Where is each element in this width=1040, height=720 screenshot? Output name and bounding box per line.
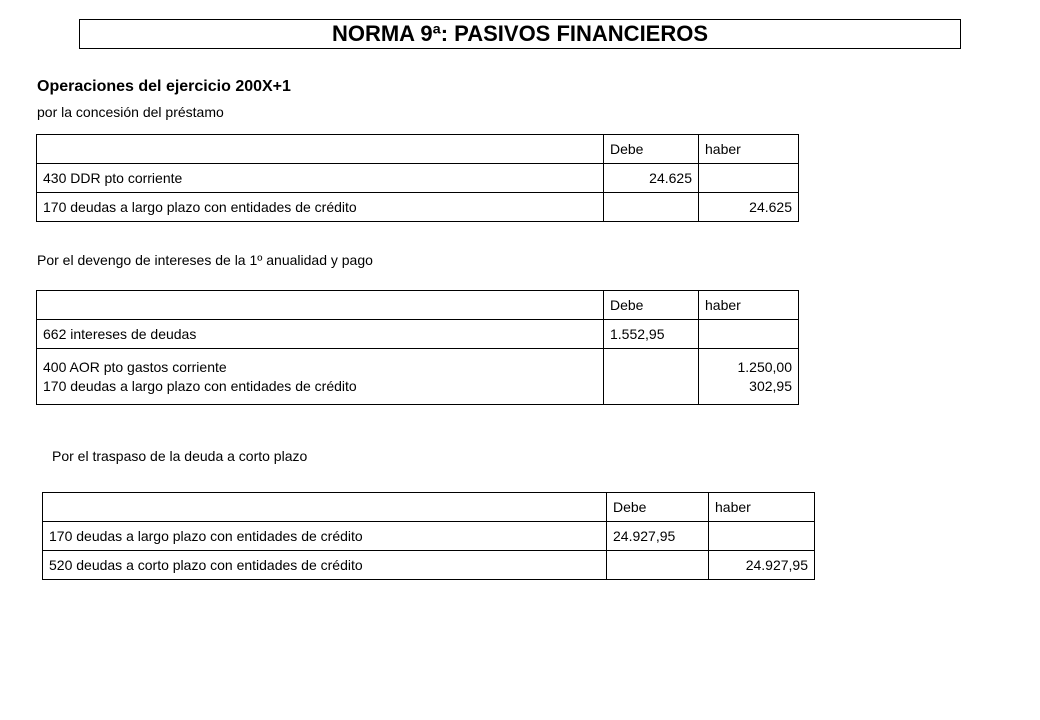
haber-cell	[699, 349, 799, 405]
debe-header: Debe	[604, 291, 699, 320]
table-row	[37, 320, 799, 349]
haber-cell	[709, 522, 815, 551]
debe-cell	[604, 193, 699, 222]
table-row	[43, 522, 815, 551]
haber-cell: 24.927,95	[709, 551, 815, 580]
table-header-row	[37, 135, 799, 164]
debe-header: Debe	[607, 493, 709, 522]
journal-table-1	[36, 134, 799, 222]
haber-cell: 24.625	[699, 193, 799, 222]
table-header-row	[37, 291, 799, 320]
table-row	[37, 349, 799, 405]
haber-cell	[699, 320, 799, 349]
debe-cell: 24.625	[604, 164, 699, 193]
journal-table-2	[36, 290, 799, 405]
account-header-cell	[37, 135, 604, 164]
section2-caption: Por el devengo de intereses de la 1º anualidad y pago	[37, 252, 373, 268]
debe-cell	[607, 551, 709, 580]
haber-header: haber	[699, 291, 799, 320]
haber-line: 302,95	[749, 377, 792, 394]
account-line: 400 AOR pto gastos corriente	[43, 358, 227, 375]
haber-cell	[699, 164, 799, 193]
debe-cell: 1.552,95	[604, 320, 699, 349]
account-line: 170 deudas a largo plazo con entidades de crédito	[43, 377, 357, 394]
haber-line: 1.250,00	[737, 358, 792, 375]
debe-cell: 24.927,95	[607, 522, 709, 551]
debe-header: Debe	[604, 135, 699, 164]
section3-caption: Por el traspaso de la deuda a corto plazo	[52, 448, 308, 464]
account-cell: 170 deudas a largo plazo con entidades de crédito	[37, 193, 604, 222]
journal-table-3	[42, 492, 815, 580]
account-cell: 430 DDR pto corriente	[37, 164, 604, 193]
account-cell	[37, 349, 604, 405]
account-header-cell	[37, 291, 604, 320]
account-cell: 520 deudas a corto plazo con entidades de crédito	[43, 551, 607, 580]
table-row	[37, 164, 799, 193]
account-cell: 170 deudas a largo plazo con entidades de crédito	[43, 522, 607, 551]
page-title: NORMA 9ª: PASIVOS FINANCIEROS	[79, 19, 961, 49]
table-row	[37, 193, 799, 222]
haber-header: haber	[699, 135, 799, 164]
table-header-row	[43, 493, 815, 522]
section1-caption: por la concesión del préstamo	[37, 104, 224, 120]
account-header-cell	[43, 493, 607, 522]
debe-cell	[604, 349, 699, 405]
account-cell: 662 intereses de deudas	[37, 320, 604, 349]
section-heading: Operaciones del ejercicio 200X+1	[37, 78, 291, 95]
haber-header: haber	[709, 493, 815, 522]
table-row	[43, 551, 815, 580]
